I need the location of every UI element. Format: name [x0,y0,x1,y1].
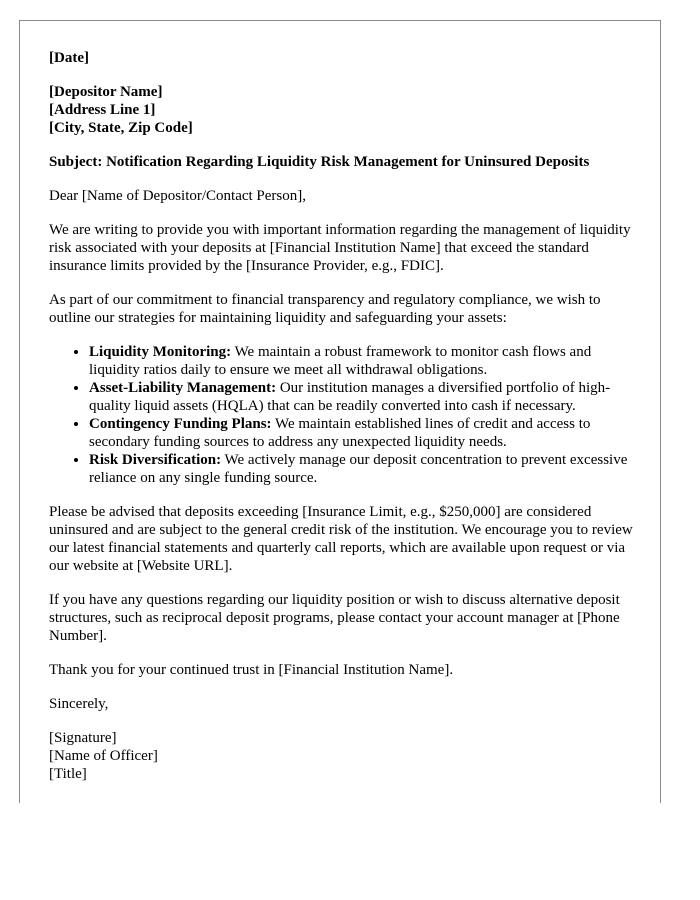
signature-line: [Signature] [49,730,117,746]
bullet-text: Our institution manages a diversified portfolio of high-quality liquid assets (HQLA) that can be readily converted into cash if necessary. [89,380,611,414]
letter-subject: Subject: Notification Regarding Liquidity Risk Management for Uninsured Deposits [49,154,590,170]
list-item [89,343,639,379]
recipient-city-state-zip: [City, State, Zip Code] [49,120,193,136]
paragraph-questions: If you have any questions regarding our liquidity position or wish to discuss alternative deposit structures, such as reciprocal deposit programs, please contact your account manager at [Phone Number]. [49,592,620,644]
paragraph-commitment: As part of our commitment to financial transparency and regulatory compliance, we wish to outline our strategies for maintaining liquidity and safeguarding your assets: [49,292,601,326]
letter-salutation: Dear [Name of Depositor/Contact Person], [49,188,307,204]
letter-date: [Date] [49,50,89,66]
list-item [89,415,639,451]
letter-closing: Sincerely, [49,696,109,712]
letter-page [19,20,661,803]
signature-block [49,729,639,783]
bullet-text: We maintain established lines of credit and access to secondary funding sources to address any unexpected liquidity needs. [89,416,591,450]
bullet-term: Liquidity Monitoring: [89,344,232,360]
letter-content [49,49,639,783]
bullet-term: Risk Diversification: [89,452,222,468]
recipient-block [49,83,639,137]
officer-name: [Name of Officer] [49,748,158,764]
paragraph-thanks: Thank you for your continued trust in [Financial Institution Name]. [49,662,454,678]
bullet-term: Contingency Funding Plans: [89,416,272,432]
paragraph-intro: We are writing to provide you with important information regarding the management of liquidity risk associated with your deposits at [Financial Institution Name] that exceed the standard insurance limits provided by the [Insurance Provider, e.g., FDIC]. [49,222,631,274]
bullet-term: Asset-Liability Management: [89,380,277,396]
recipient-name: [Depositor Name] [49,84,163,100]
strategy-list [49,343,639,487]
paragraph-uninsured: Please be advised that deposits exceeding [Insurance Limit, e.g., $250,000] are considered uninsured and are subject to the general credit risk of the institution. We encourage you to review our latest financial statements and quarterly call reports, which are available upon request or via our website at [Website URL]. [49,504,633,574]
recipient-address-line1: [Address Line 1] [49,102,156,118]
bullet-text: We maintain a robust framework to monitor cash flows and liquidity ratios daily to ensure we meet all withdrawal obligations. [89,344,592,378]
bullet-text: We actively manage our deposit concentration to prevent excessive reliance on any single funding source. [89,452,628,486]
list-item [89,379,639,415]
officer-title: [Title] [49,766,87,782]
list-item [89,451,639,487]
